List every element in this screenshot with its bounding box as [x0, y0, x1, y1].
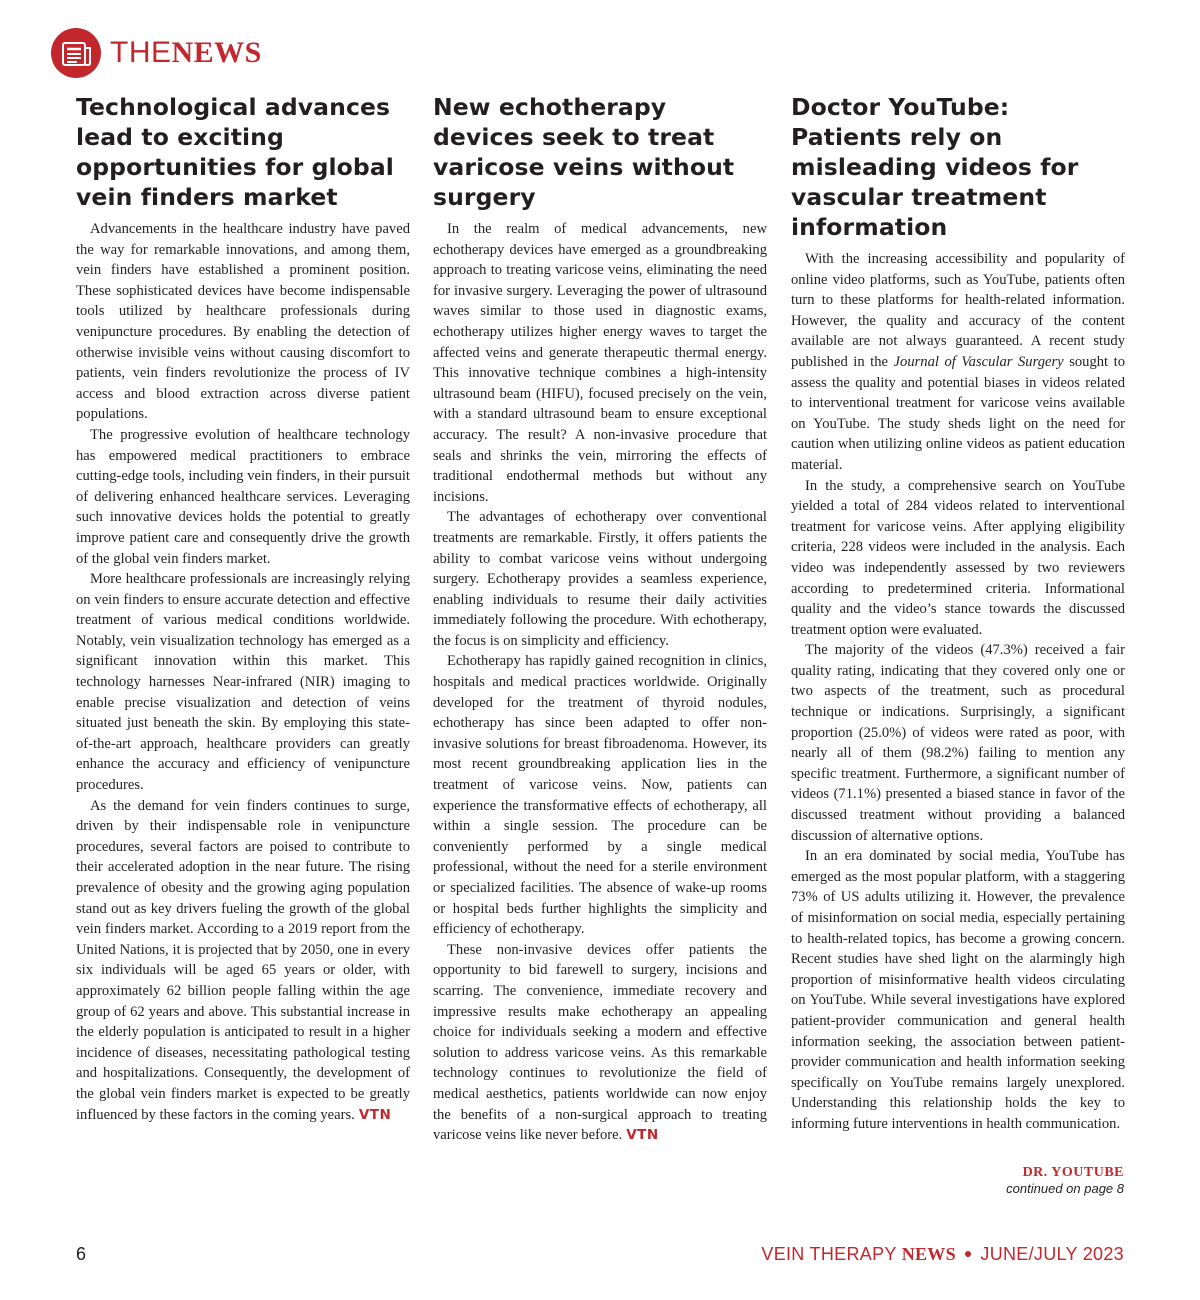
article-paragraph: The progressive evolution of healthcare technology has empowered medical practitioners to embrace cutting-edge tools, including vein finders, in their pursuit of delivering enhanced healthcare services. Leveraging such innovative devices holds the potential to greatly improve patient care and consequently drive the growth of the global vein finders market.: [76, 426, 410, 567]
paragraph-text: sought to assess the quality and potential biases in videos related to interventional treatment for varicose veins available on YouTube. The study sheds light on the need for caution when utilizing online videos as patient education material.: [791, 353, 1125, 473]
article-signature: VTN: [358, 1106, 392, 1123]
newspaper-icon: [50, 27, 102, 79]
article-paragraph-final: [76, 796, 410, 1126]
article-signature: VTN: [626, 1127, 659, 1144]
article-paragraph: The advantages of echotherapy over conventional treatments are remarkable. Firstly, it offers patients the ability to combat varicose veins without undergoing surgery. Echotherapy provides a seamless experience, enabling individuals to resume their daily activities immediately following the procedure. With echotherapy, the focus is on simplicity and efficiency.: [433, 509, 767, 649]
footer-publication: [761, 1244, 1124, 1265]
article-paragraph: In the realm of medical advancements, new echotherapy devices have emerged as a groundbreaking approach to treating varicose veins, eliminating the need for invasive surgery. Leveraging the power of ultrasound waves similar to those used in diagnostic exams, echotherapy utilizes higher energy waves to target the affected veins and generate therapeutic thermal energy. This innovative technique combines a high-intensity ultrasound beam (HIFU), focused precisely on the vein, with a standard ultrasound beam to ensure exceptional accuracy. The result? A non-invasive procedure that seals and shrinks the vein, mirroring the effects of traditional endothermal methods but without any incisions.: [433, 221, 767, 505]
footer-pub-name: VEIN THERAPY: [761, 1244, 897, 1264]
article-echotherapy: [433, 92, 767, 1146]
article-paragraph: The majority of the videos (47.3%) received a fair quality rating, indicating that they covered only one or two aspects of the treatment, such as procedural technique or indications. Surprisingly, a significant proportion (25.0%) of videos were rated as poor, with nearly all of them (98.2%) failing to mention any specific treatment. Furthermore, a significant number of videos (71.1%) presented a biased stance in favor of the discussed treatment without providing a balanced discussion of alternative options.: [791, 642, 1125, 844]
masthead-news: NEWS: [171, 36, 262, 69]
article-vein-finders: [76, 92, 410, 1125]
paragraph-text: As the demand for vein finders continues to surge, driven by their indispensable role in venipuncture procedures, several factors are poised to contribute to their accelerated adoption in the near future. The rising prevalence of obesity and the growing aging population stand out as key drivers fueling the growth of the global vein finders market. According to a 2019 report from the United Nations, it is projected that by 2050, one in every six individuals will be aged 65 years or older, with approximately 62 billion people falling within the age group of 62 years and above. This substantial increase in the elderly population is anticipated to result in a higher incidence of diseases, necessitating pathological testing and hospitalizations. Consequently, the development of the global vein finders market is expected to be greatly influenced by these factors in the coming years.: [76, 797, 410, 1123]
article-paragraph: [791, 249, 1125, 476]
masthead-title: [110, 38, 262, 68]
continued-jump: [1006, 1165, 1124, 1197]
article-paragraph: More healthcare professionals are increasingly relying on vein finders to ensure accurate detection and effective treatment of various medical conditions worldwide. Notably, vein visualization technology has emerged as a significant innovation within this market. This technology harnesses Near-infrared (NIR) imaging to enable precise visualization and detection of veins situated just beneath the skin. By employing this state-of-the-art approach, healthcare providers can greatly enhance the accuracy and efficiency of venipuncture procedures.: [76, 571, 410, 794]
masthead-logo: [50, 26, 262, 80]
article-title: Technological advances lead to exciting opportunities for global vein finders market: [76, 93, 394, 211]
page-number: 6: [76, 1244, 87, 1264]
bullet-icon: ●: [963, 1246, 973, 1262]
article-paragraph-final: [433, 940, 767, 1146]
footer-news: NEWS: [901, 1244, 956, 1264]
journal-name: Journal of Vascular Surgery: [893, 353, 1064, 370]
article-paragraph: In the study, a comprehensive search on YouTube yielded a total of 284 videos related to interventional treatment for varicose veins. After applying eligibility criteria, 228 videos were included in the analysis. Each video was independently assessed by two reviewers according to predetermined criteria. Informational quality and the video’s stance towards the discussed treatment option were evaluated.: [791, 477, 1125, 638]
article-paragraph: Advancements in the healthcare industry have paved the way for remarkable innovations, and among them, vein finders have established a prominent position. These sophisticated devices have become indispensable tools utilized by healthcare professionals during venipuncture procedures. By enabling the detection of otherwise invisible veins without causing discomfort to patients, vein finders revolutionize the process of IV access and blood extraction across diverse patient populations.: [76, 221, 410, 423]
paragraph-text: With the increasing accessibility and popularity of online video platforms, such as YouTube, patients often turn to these platforms for health-related information. However, the quality and accuracy of the content available are not always guaranteed. A recent study published in the: [791, 251, 1125, 370]
article-title: New echotherapy devices seek to treat varicose veins without surgery: [433, 93, 735, 211]
jump-head: DR. YOUTUBE: [1022, 1165, 1124, 1180]
paragraph-text: These non-invasive devices offer patients the opportunity to bid farewell to surgery, incisions and scarring. The convenience, immediate recovery and impressive results make echotherapy an appealing choice for individuals seeking a modern and effective solution to address varicose veins. As this remarkable technology continues to revolutionize the field of medical aesthetics, patients worldwide can now enjoy the benefits of a non-surgical approach to treating varicose veins like never before.: [433, 941, 767, 1144]
masthead-the: THE: [110, 36, 172, 69]
article-paragraph: Echotherapy has rapidly gained recognition in clinics, hospitals and medical practices worldwide. Originally developed for the treatment of thyroid nodules, echotherapy has since been adapted to offer non-invasive solutions for breast fibroadenoma. However, its most recent groundbreaking application lies in the treatment of varicose veins. Now, patients can experience the transformative effects of echotherapy, all within a single session. The procedure can be conveniently performed by a single medical professional, without the need for a sterile environment or specialized facilities. The absence of wake-up rooms or hospital beds further highlights the simplicity and efficiency of echotherapy.: [433, 653, 767, 938]
article-paragraph: In an era dominated by social media, YouTube has emerged as the most popular platform, with a staggering 73% of US adults utilizing it. However, the prevalence of misinformation on social media, especially pertaining to health-related topics, has become a growing concern. Recent studies have shed light on the alarmingly high proportion of misinformative health videos circulating on YouTube. While several investigations have explored patient-provider communication and general health information seeking, the association between patient-provider communication and health information seeking specifically on YouTube remains largely unexplored. Understanding this relationship holds the key to informing future interventions in health communication.: [791, 848, 1125, 1132]
article-title: Doctor YouTube: Patients rely on misleading videos for vascular treatment information: [791, 93, 1079, 241]
article-doctor-youtube: [791, 92, 1125, 1135]
footer-date: JUNE/JULY 2023: [980, 1244, 1124, 1264]
jump-continued-text: continued on page 8: [1006, 1181, 1124, 1196]
